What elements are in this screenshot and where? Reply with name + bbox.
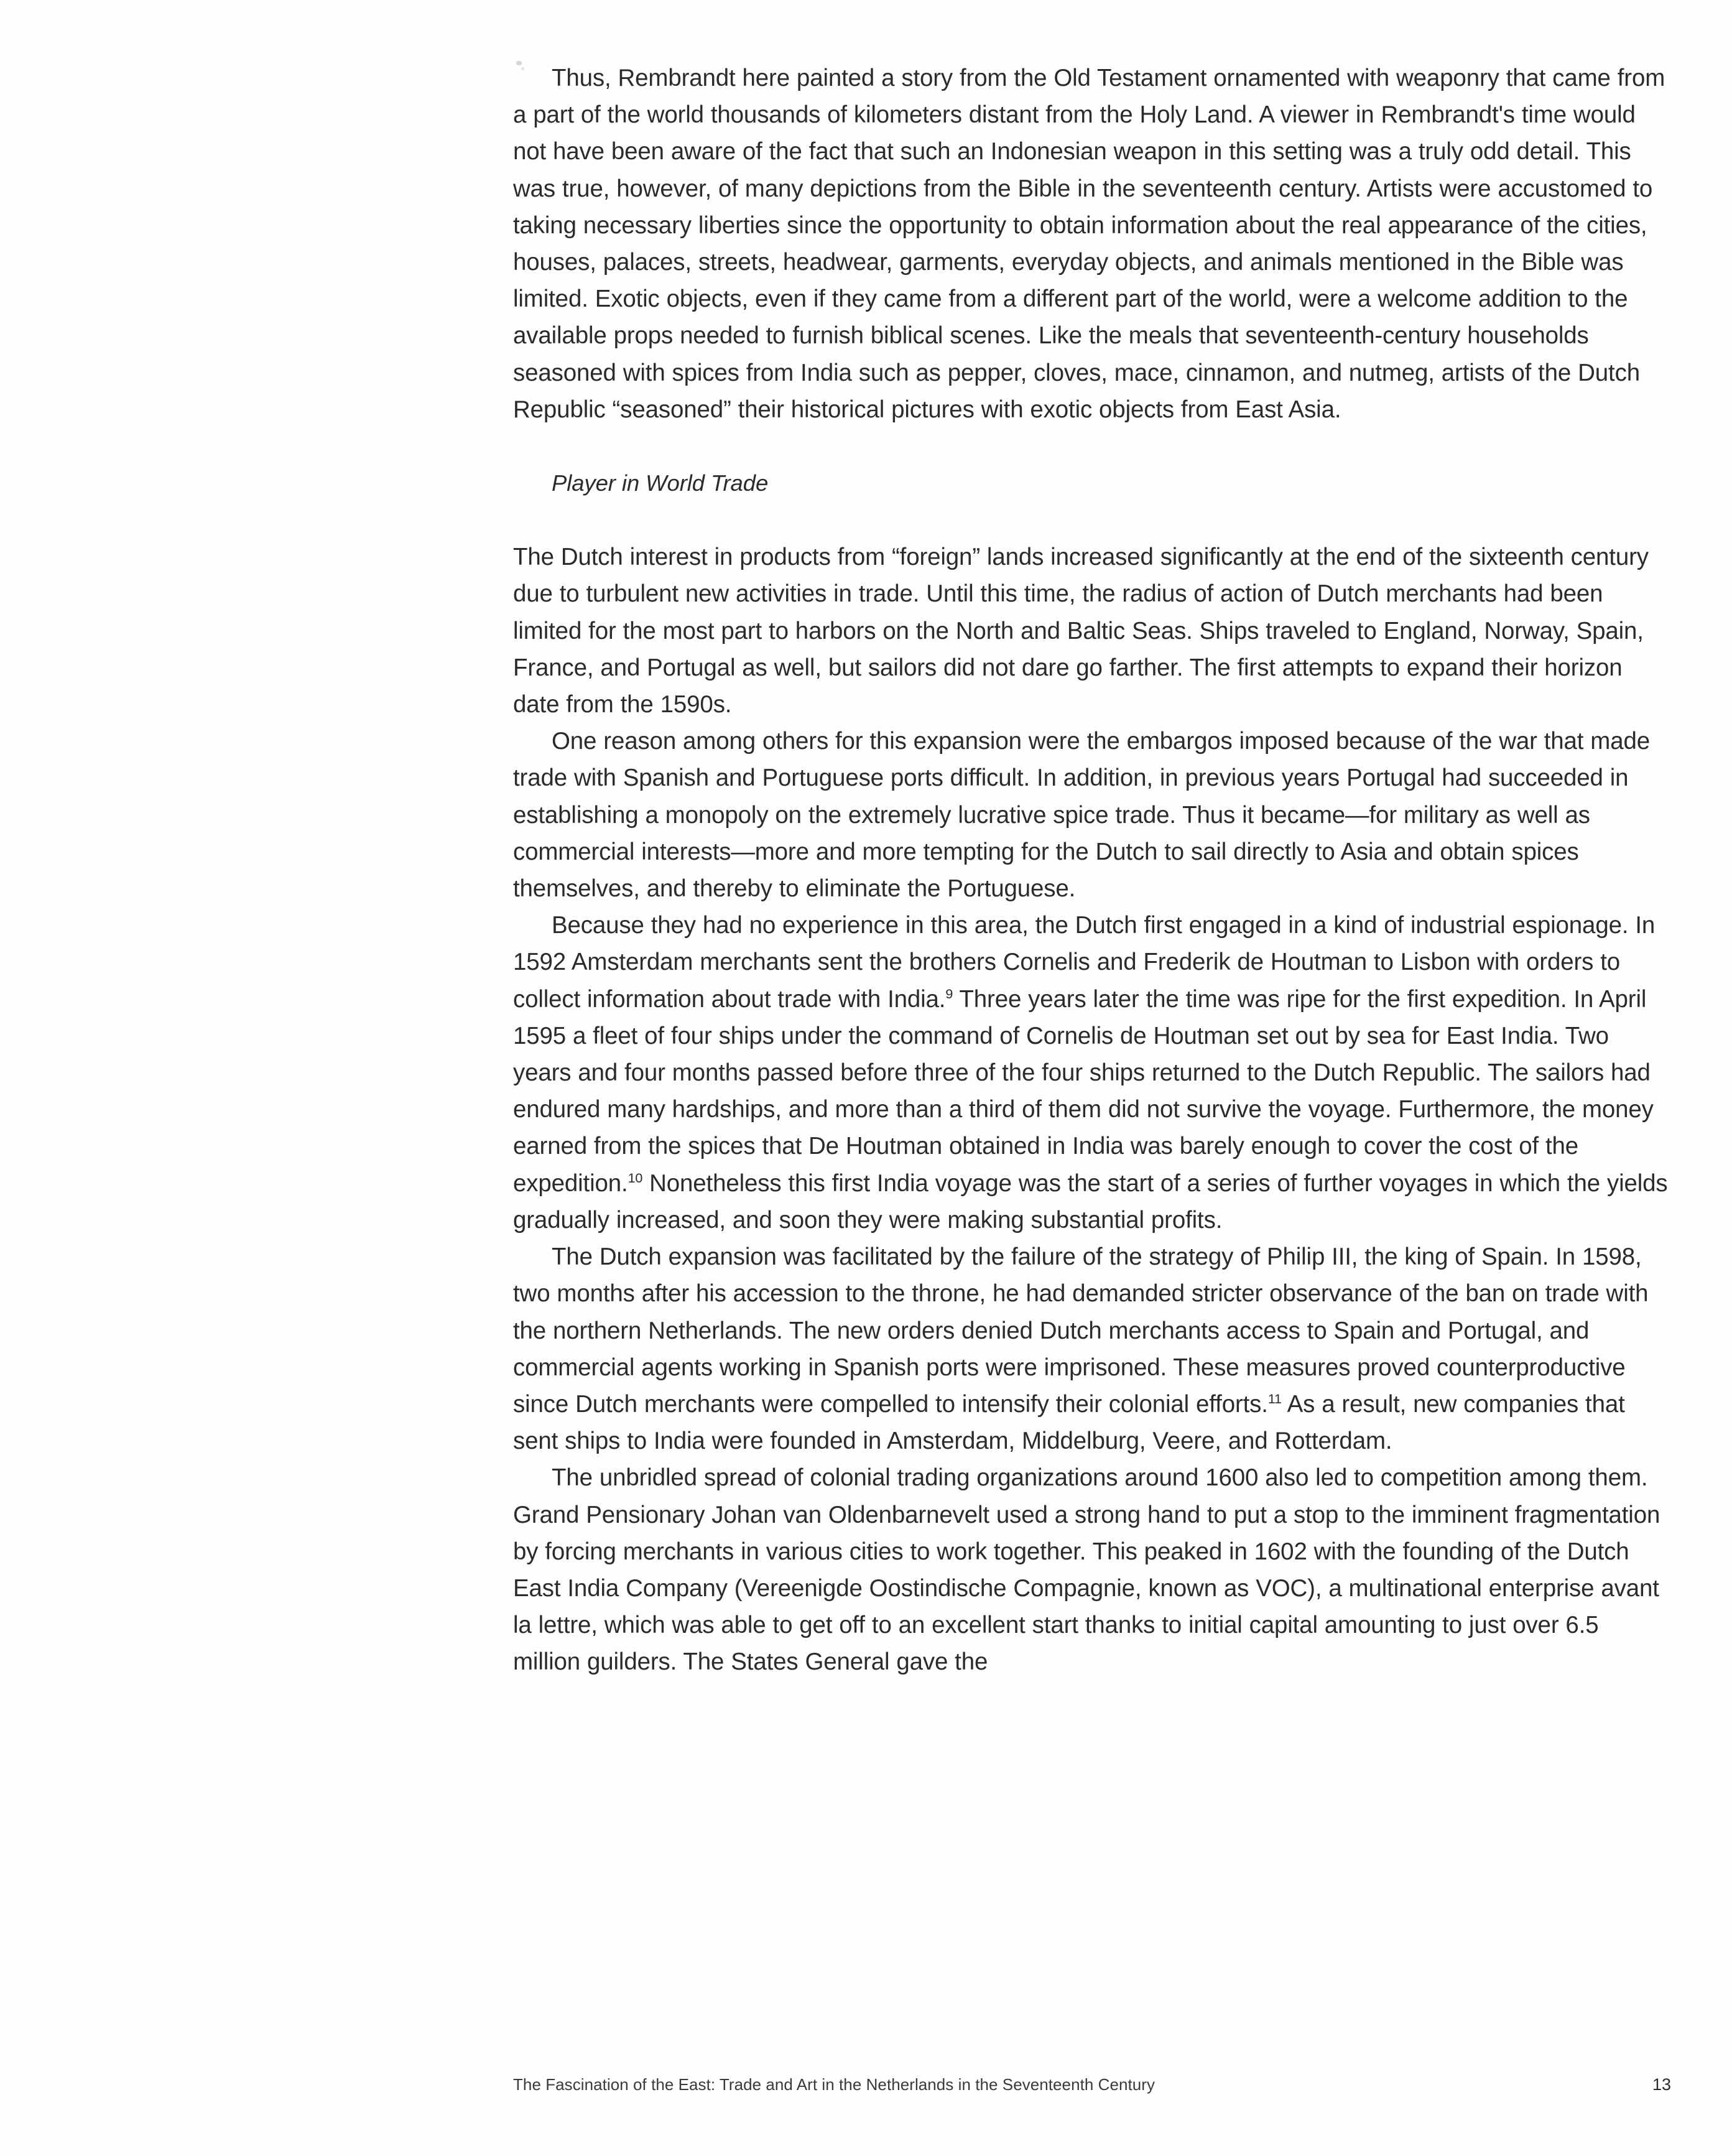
- section-heading-wrapper: [513, 465, 1671, 501]
- paragraph-philip-iii-expansion: [513, 1238, 1671, 1459]
- paragraph-voc-founding: The unbridled spread of colonial trading organizations around 1600 also led to competition among them. Grand Pensionary Johan van Oldenbarnevelt used a strong hand to put a stop to the imminent fragmentation by forcing merchants in various cities to work together. This peaked in 1602 with the founding of the Dutch East India Company (Vereenigde Oostindische Compagnie, known as VOC), a multinational enterprise avant la lettre, which was able to get off to an excellent start thanks to initial capital amounting to just over 6.5 million guilders. The States General gave the: [513, 1464, 1660, 1676]
- paragraph-industrial-espionage: [513, 907, 1671, 1238]
- paragraph-one-reason-embargos: One reason among others for this expansion were the embargos imposed because of the war that made trade with Spanish and Portuguese ports difficult. In addition, in previous years Portugal had succeeded in establishing a monopoly on the extremely lucrative spice trade. Thus it became—for military as well as commercial interests—more and more tempting for the Dutch to sail directly to Asia and obtain spices themselves, and thereby to eliminate the Portuguese.: [513, 728, 1651, 903]
- paragraph-rembrandt-weaponry: Thus, Rembrandt here painted a story from the Old Testament ornamented with weaponry that came from a part of the world thousands of kilometers distant from the Holy Land. A viewer in Rembrandt's time would not have been aware of the fact that such an Indonesian weapon in this setting was a truly odd detail. This was true, however, of many depictions from the Bible in the seventeenth century. Artists were accustomed to taking necessary liberties since the opportunity to obtain information about the real appearance of the cities, houses, palaces, streets, headwear, garments, everyday objects, and animals mentioned in the Bible was limited. Exotic objects, even if they came from a different part of the world, were a welcome addition to the available props needed to furnish biblical scenes. Like the meals that seventeenth-century households seasoned with spices from India such as pepper, cloves, mace, cinnamon, and nutmeg, artists of the Dutch Republic “seasoned” their historical pictures with exotic objects from East Asia.: [513, 65, 1665, 423]
- paragraph-espionage-part-two: Three years later the time was ripe for the first expedition. In April 1595 a fleet of four ships under the command of Cornelis de Houtman set out by sea for East India. Two years and four months passed before three of the four ships returned to the Dutch Republic. The sailors had endured many hardships, and more than a third of them did not survive the voyage. Furthermore, the money earned from the spices that De Houtman obtained in India was barely enough to cover the cost of the expedition.: [513, 985, 1654, 1197]
- page-text-block: [513, 60, 1671, 1681]
- paragraph-espionage-part-one: Because they had no experience in this area, the Dutch first engaged in a kind of industrial espionage. In 1592 Amsterdam merchants sent the brothers Cornelis and Frederik de Houtman to Lisbon with orders to collect information about trade with India.: [513, 912, 1656, 1013]
- paragraph-philip-part-one: The Dutch expansion was facilitated by the failure of the strategy of Philip III, the king of Spain. In 1598, two months after his accession to the throne, he had demanded stricter observance of the ban on trade with the northern Netherlands. The new orders denied Dutch merchants access to Spain and Portugal, and commercial agents working in Spanish ports were imprisoned. These measures proved counterproductive since Dutch merchants were compelled to intensify their colonial efforts.: [513, 1243, 1649, 1418]
- section-heading-player-in-world-trade: Player in World Trade: [552, 470, 769, 496]
- paragraph-philip-part-two: As a result, new companies that sent ships to India were founded in Amsterdam, Middelburg, Veere, and Rotterdam.: [513, 1390, 1625, 1455]
- footnote-marker-11[interactable]: 11: [1267, 1391, 1282, 1407]
- footer-running-title: The Fascination of the East: Trade and Art in the Netherlands in the Seventeenth Century: [513, 2075, 1155, 2094]
- footnote-marker-9[interactable]: 9: [945, 985, 953, 1001]
- footnote-marker-10[interactable]: 10: [628, 1169, 643, 1186]
- footer-page-number: 13: [1652, 2075, 1671, 2094]
- paragraph-dutch-interest: The Dutch interest in products from “foreign” lands increased significantly at the end of the sixteenth century due to turbulent new activities in trade. Until this time, the radius of action of Dutch merchants had been limited for the most part to harbors on the North and Baltic Seas. Ships traveled to England, Norway, Spain, France, and Portugal as well, but sailors did not dare go farther. The first attempts to expand their horizon date from the 1590s.: [513, 544, 1649, 718]
- page-footer: [513, 2075, 1671, 2094]
- paragraph-espionage-part-three: Nonetheless this first India voyage was the start of a series of further voyages in which the yields gradually increased, and soon they were making substantial profits.: [513, 1169, 1668, 1234]
